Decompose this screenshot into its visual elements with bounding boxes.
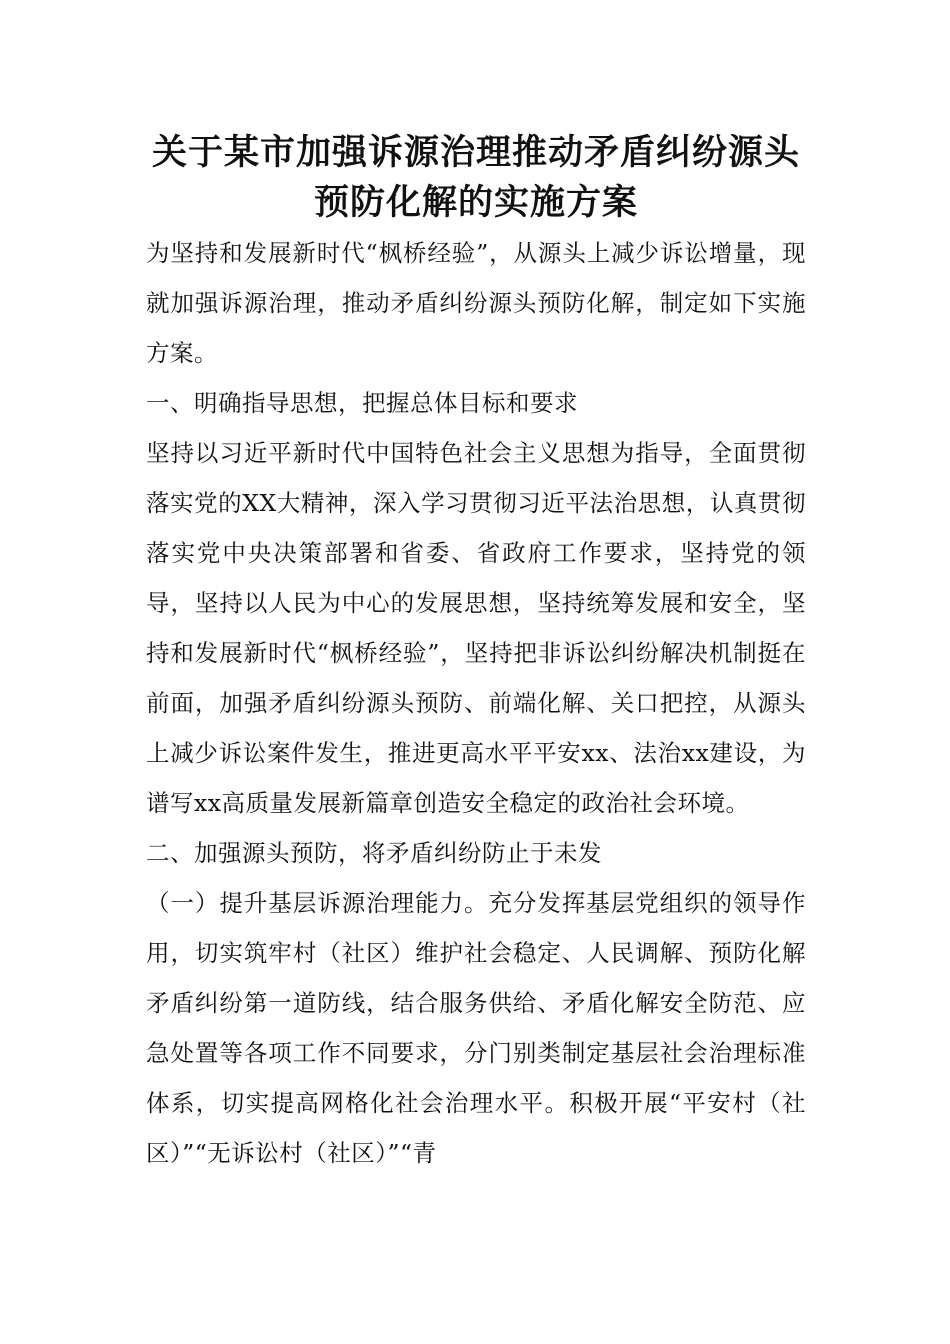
- document-body: [146, 228, 806, 1178]
- document-title: [146, 128, 806, 228]
- intro-paragraph: 为坚持和发展新时代“枫桥经验”，从源头上减少诉讼增量，现就加强诉源治理，推动矛盾纠纷源头预防化解，制定如下实施方案。: [146, 239, 806, 367]
- document-page: [146, 128, 806, 1178]
- section-heading-1: 一、明确指导思想，把握总体目标和要求: [146, 389, 578, 417]
- guiding-thought-paragraph: 坚持以习近平新时代中国特色社会主义思想为指导，全面贯彻落实党的XX大精神，深入学习贯彻习近平法治思想，认真贯彻落实党中央决策部署和省委、省政府工作要求，坚持党的领导，坚持以人民为中心的发展思想，坚持统筹发展和安全，坚持和发展新时代“枫桥经验”，坚持把非诉讼纠纷解决机制挺在前面，加强矛盾纠纷源头预防、前端化解、关口把控，从源头上减少诉讼案件发生，推进更高水平平安xx、法治xx建设，为谱写xx高质量发展新篇章创造安全稳定的政治社会环境。: [146, 439, 806, 817]
- section-heading-2: 二、加强源头预防，将矛盾纠纷防止于未发: [146, 839, 602, 867]
- title-line-1: 关于某市加强诉源治理推动矛盾纠纷源头: [151, 132, 800, 173]
- title-line-2: 预防化解的实施方案: [313, 182, 638, 223]
- grassroots-paragraph: （一）提升基层诉源治理能力。充分发挥基层党组织的领导作用，切实筑牢村（社区）维护社会稳定、人民调解、预防化解矛盾纠纷第一道防线，结合服务供给、矛盾化解安全防范、应急处置等各项工作不同要求，分门别类制定基层社会治理标准体系，切实提高网格化社会治理水平。积极开展“平安村（社区）”“无诉讼村（社区）”“青: [146, 889, 806, 1167]
